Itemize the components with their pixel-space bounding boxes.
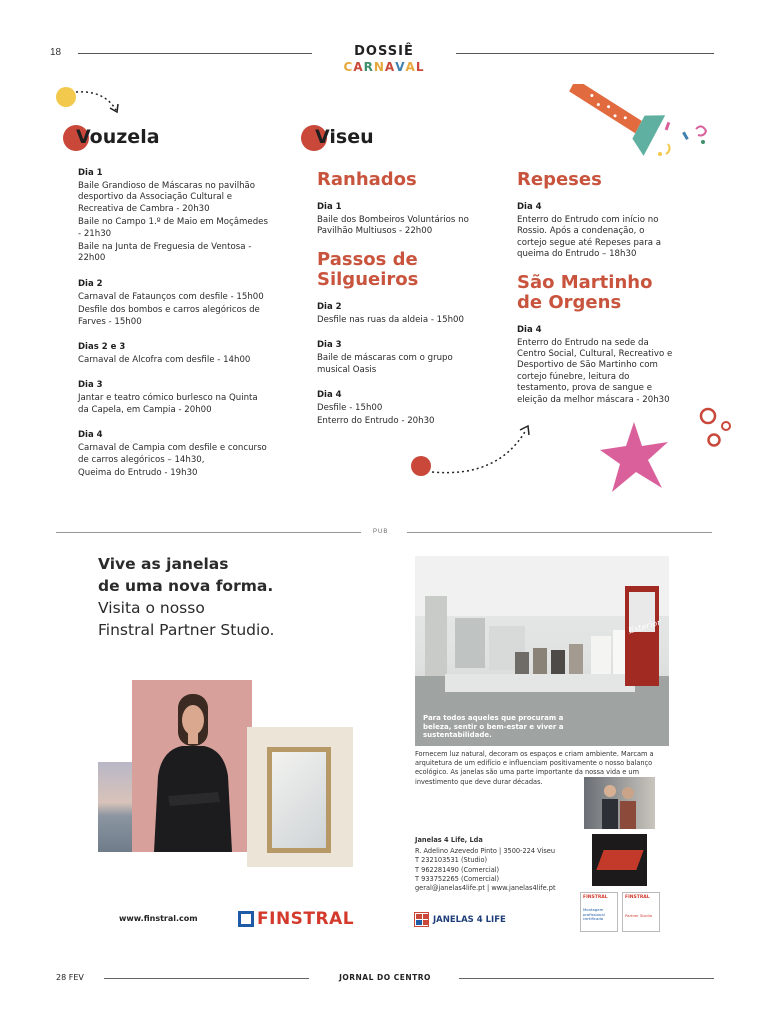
header-rule-left	[78, 53, 312, 54]
phone-commercial-2[interactable]: T 933752265 (Comercial)	[415, 874, 500, 883]
section-subtitle	[320, 60, 448, 74]
pub-label: PUB	[373, 529, 389, 535]
vouzela-title: Vouzela	[76, 126, 160, 148]
event-item: Baile de máscaras com o grupo musical Oasis	[317, 353, 453, 375]
viseu-title: Viseu	[315, 126, 374, 148]
day-label: Dia 2	[317, 301, 342, 312]
viseu-middle-column	[317, 170, 502, 428]
pub-rule-left	[56, 532, 361, 533]
finstral-logo-mark-icon	[238, 911, 254, 927]
event-item: Carnaval de Fataunços com desfile - 15h00	[78, 291, 264, 302]
circles-icon	[696, 404, 736, 454]
subtitle-letter: L	[415, 60, 425, 74]
day-label: Dia 4	[78, 430, 103, 441]
event-item: Queima do Entrudo - 19h30	[78, 468, 198, 479]
photo-caption: Para todos aqueles que procuram a beleza, sentir o bem-estar e viver a sustentabilidade.	[423, 714, 564, 740]
people-silhouette-icon	[584, 777, 655, 829]
window-frame-photo	[247, 727, 353, 867]
phone-studio[interactable]: T 232103531 (Studio)	[415, 856, 488, 865]
contact-block	[415, 836, 585, 893]
day-label: Dia 1	[317, 202, 342, 212]
day-label: Dia 4	[317, 390, 342, 401]
subtitle-letter: V	[395, 60, 406, 74]
exterior-sign: Exterior	[627, 617, 662, 636]
passos-title: Passos de Silgueiros	[317, 248, 419, 290]
publication-name: JORNAL DO CENTRO	[339, 973, 431, 982]
showroom-photo	[415, 556, 669, 746]
badge-brand: FINSTRAL	[583, 895, 608, 900]
subtitle-letter: A	[353, 60, 364, 74]
footer-rule-left	[104, 978, 309, 979]
ranhados-title: Ranhados	[317, 169, 417, 190]
event-item: Carnaval de Campia com desfile e concurso de carros alegóricos – 14h30,	[78, 443, 267, 465]
window-detail	[596, 850, 643, 870]
subtitle-letter: R	[363, 60, 374, 74]
event-item: Enterro do Entrudo com início no Rossio. Após a condenação, o cortejo segue até Repeses para a queima do Entrudo – 18h30	[517, 215, 661, 260]
finstral-logo-text: FINSTRAL	[257, 909, 355, 929]
pub-rule-right	[407, 532, 712, 533]
day-label: Dia 4	[517, 202, 542, 212]
day-label: Dias 2 e 3	[78, 342, 126, 353]
badge-text: Partner Studio	[625, 913, 653, 918]
company-name: Janelas 4 Life, Lda	[415, 836, 483, 844]
people-photo	[584, 777, 655, 829]
event-item: Desfile dos bombos e carros alegóricos de Farves - 15h00	[78, 305, 260, 327]
janelas-logo	[414, 912, 506, 927]
ad-body-text: Fornecem luz natural, decoram os espaços e criam ambiente. Marcam a arquitetura de um edifício e influenciam positivamente o nosso balanço ecológico. As janelas são uma parte importante da nossa vida e um investimento que deve durar décadas.	[415, 750, 654, 786]
day-label: Dia 2	[78, 278, 103, 289]
day-label: Dia 4	[517, 324, 542, 335]
event-item: Desfile - 15h00	[317, 403, 383, 414]
event-item: Baile Grandioso de Máscaras no pavilhão desportivo da Associação Cultural e Recreativa de Cambra - 20h30	[78, 181, 256, 214]
partner-badge	[622, 892, 660, 932]
day-label: Dia 1	[78, 168, 103, 178]
finstral-logo	[238, 909, 354, 929]
finstral-website[interactable]: www.finstral.com	[119, 914, 198, 923]
email-website[interactable]: geral@janelas4life.pt | www.janelas4life.pt	[415, 884, 556, 893]
address: R. Adelino Azevedo Pinto | 3500-224 Viseu	[415, 847, 556, 856]
sao-martinho-title: São Martinho de Orgens	[517, 271, 653, 313]
ad-headline-line: Visita o nosso	[98, 599, 205, 617]
ad-headline-line: Vive as janelas	[98, 555, 229, 573]
repeses-title: Repeses	[517, 169, 602, 190]
woman-photo	[132, 680, 252, 852]
vouzela-program	[78, 168, 270, 480]
event-item: Baile no Campo 1.º de Maio em Moçâmedes - 21h30	[78, 217, 268, 239]
viseu-right-column	[517, 170, 677, 406]
yellow-dot	[56, 87, 76, 107]
section-title: DOSSIÊ	[354, 44, 414, 59]
woman-silhouette-icon	[132, 680, 252, 852]
footer-date: 28 FEV	[56, 973, 84, 982]
pink-star-icon	[596, 420, 676, 496]
badge-brand: FINSTRAL	[625, 895, 650, 900]
janelas-logo-text: JANELAS 4 LIFE	[433, 914, 506, 925]
page-number: 18	[50, 47, 62, 58]
event-item: Jantar e teatro cómico burlesco na Quinta da Capela, em Campia - 20h00	[78, 393, 258, 415]
badge-text: Montagem profissional certificada	[583, 907, 605, 922]
dotted-arrow-icon	[428, 420, 538, 480]
event-item: Enterro do Entrudo - 20h30	[317, 416, 435, 427]
event-item: Enterro do Entrudo na sede da Centro Social, Cultural, Recreativo e Desportivo de São Martinho com cortejo fúnebre, leitura do testamento, prova de sangue e eleição da melhor máscara - 20h30	[517, 337, 673, 405]
party-horn-icon	[556, 84, 726, 174]
header-rule-right	[456, 53, 714, 54]
window-detail-photo	[592, 834, 647, 886]
event-item: Carnaval de Alcofra com desfile - 14h00	[78, 355, 251, 366]
day-label: Dia 3	[317, 340, 342, 351]
event-item: Baile na Junta de Freguesia de Ventosa - 22h00	[78, 242, 252, 264]
subtitle-letter: C	[343, 60, 354, 74]
certified-badge	[580, 892, 618, 932]
day-label: Dia 3	[78, 380, 103, 391]
event-item: Baile dos Bombeiros Voluntários no Pavilhão Multiusos - 22h00	[317, 215, 469, 237]
phone-commercial-1[interactable]: T 962281490 (Comercial)	[415, 865, 500, 874]
subtitle-letter: A	[405, 60, 416, 74]
subtitle-letter: N	[373, 60, 385, 74]
window-frame	[267, 747, 331, 853]
ad-headline	[98, 553, 274, 641]
ad-headline-line: de uma nova forma.	[98, 577, 274, 595]
footer-rule-right	[459, 978, 714, 979]
janelas-logo-mark-icon	[414, 912, 429, 927]
ad-headline-line: Finstral Partner Studio.	[98, 621, 275, 639]
subtitle-letter: A	[384, 60, 396, 74]
event-item: Desfile nas ruas da aldeia - 15h00	[317, 314, 464, 325]
dotted-arrow-icon	[74, 88, 124, 118]
